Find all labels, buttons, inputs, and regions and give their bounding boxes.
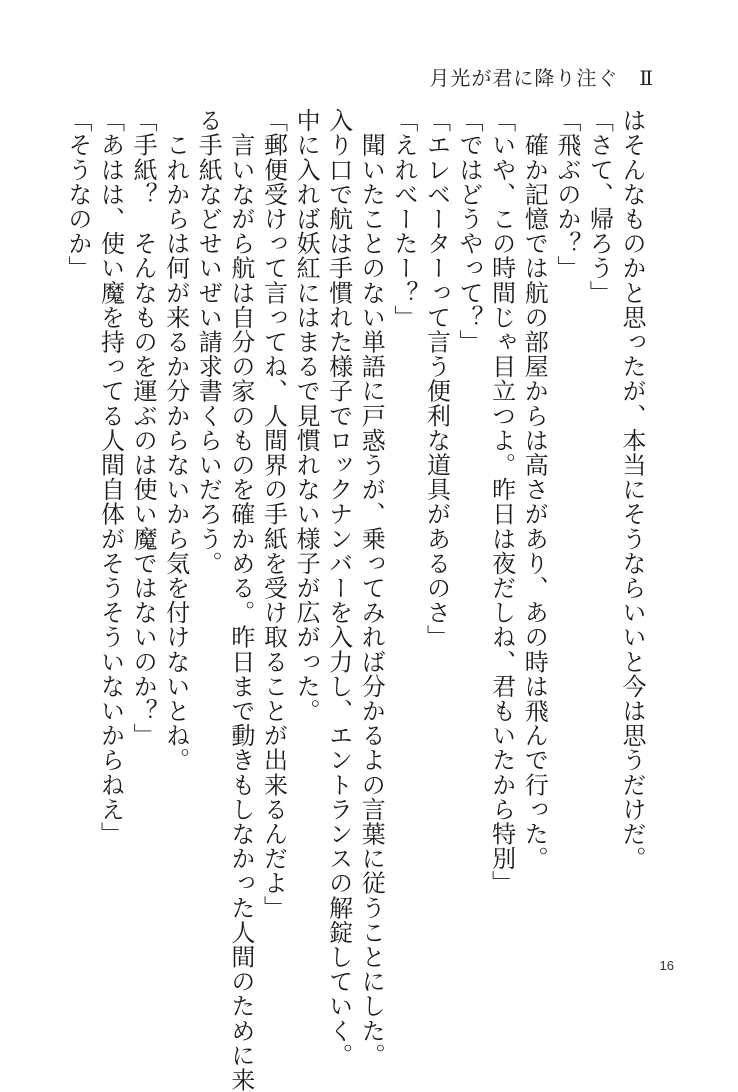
text-line: 「さて、帰ろう」	[585, 108, 614, 305]
text-line: 「飛ぶのか？」	[552, 108, 581, 281]
text-line: 「あはは、使い魔を持ってる人間自体がそうそういないからねえ」	[96, 108, 125, 846]
running-head: 月光が君に降り注ぐ Ⅱ	[429, 66, 654, 90]
text-line: はそんなものかと思ったが、本当にそうならいいと今は思うだけだ。	[618, 108, 646, 871]
text-line: 「手紙？ そんなものを運ぶのは使い魔ではないのか？」	[129, 108, 158, 748]
text-line: 「ではどうやって？」	[455, 108, 484, 354]
page-number: 16	[659, 958, 674, 973]
text-line: 言いながら航は自分の家のものを確かめる。昨日まで動きもしなかった人間のために来	[226, 108, 255, 1092]
text-line: 「郵便受けって言ってね、人間界の手紙を受け取ることが出来るんだよ」	[259, 108, 288, 920]
text-line: これからは何が来るか分からないから気を付けないとね。	[161, 108, 190, 773]
text-line: 入り口で航は手慣れた様子でロックナンバーを入力し、エントランスの解錠していく。	[324, 108, 353, 1068]
text-line: 「そうなのか」	[63, 108, 92, 281]
text-line: 「えれべーたー？」	[389, 108, 418, 330]
text-line: 中に入れば妖紅にはまるで見慣れない様子が広がった。	[292, 108, 321, 723]
text-line: 「いや、この時間じゃ目立つよ。昨日は夜だしね、君もいたから特別」	[487, 108, 516, 896]
body-text	[63, 108, 648, 1092]
text-line: る手紙などせいぜい請求書くらいだろう。	[194, 108, 223, 576]
text-line: 確か記憶では航の部屋からは高さがあり、あの時は飛んで行った。	[520, 108, 549, 871]
text-line: 聞いたことのない単語に戸惑うが、乗ってみれば分かるよの言葉に従うことにした。	[357, 108, 386, 1068]
text-line: 「エレベーターって言う便利な道具があるのさ」	[422, 108, 451, 650]
